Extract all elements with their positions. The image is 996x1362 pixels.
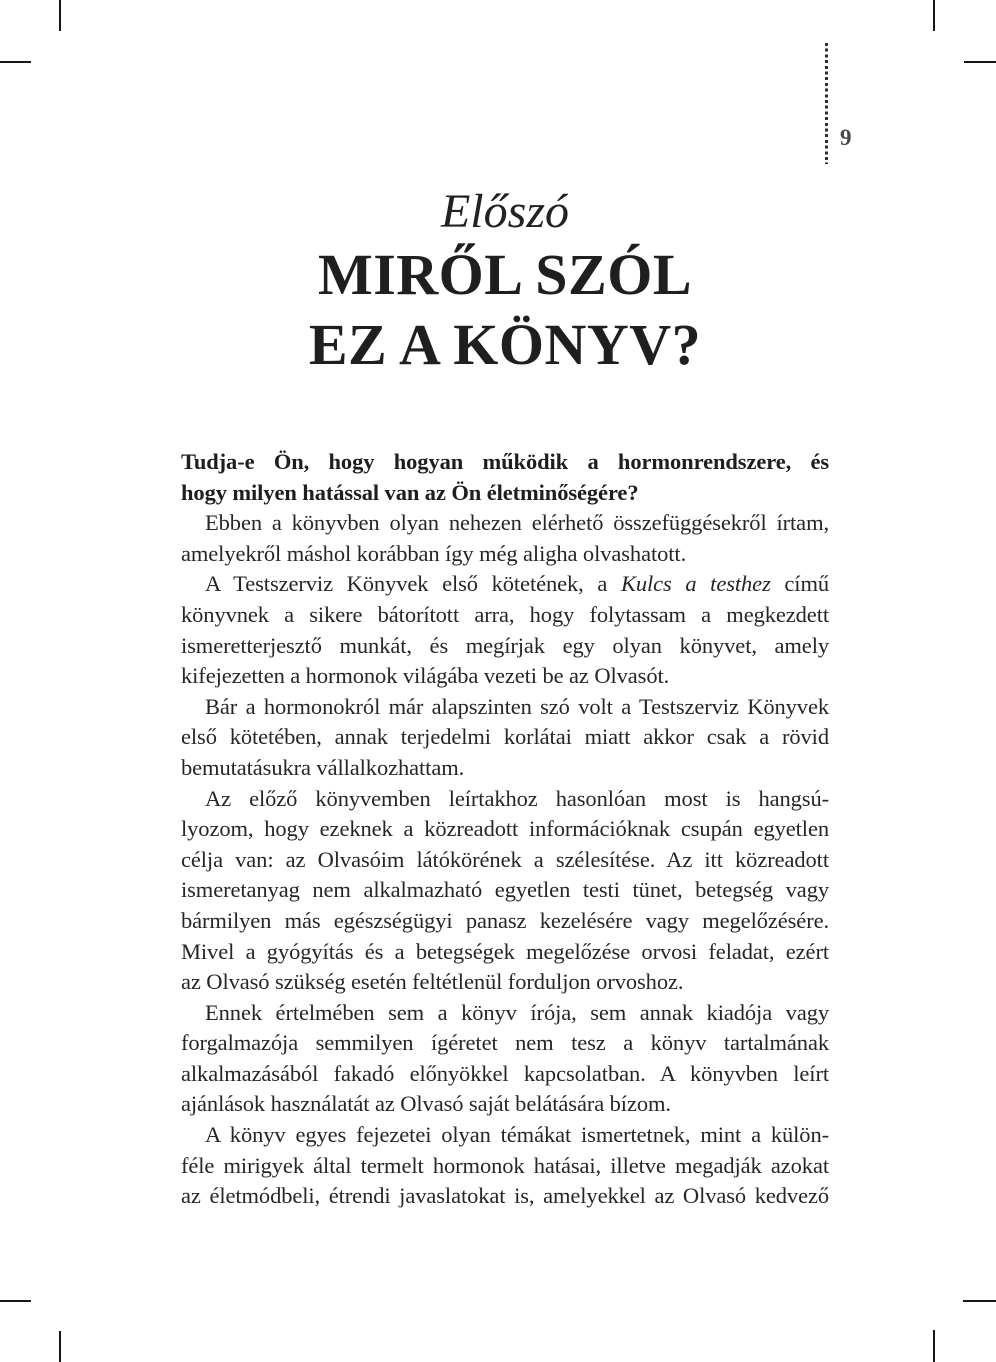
crop-mark-bottom-right-horizontal xyxy=(963,1300,996,1302)
text-line: Ennek értelmében sem a könyv írója, sem annak kiadója vagy xyxy=(205,999,829,1025)
text-line: az életmódbeli, étrendi javaslatokat is, amelyekkel az Olvasó kedvező xyxy=(181,1183,829,1209)
paragraph xyxy=(181,1120,829,1212)
paragraph xyxy=(181,508,829,569)
text-line: ismeretanyag nem alkalmazható egyetlen testi tünet, betegség vagy xyxy=(181,877,829,903)
crop-mark-top-right-horizontal xyxy=(964,61,996,63)
text-line: féle mirigyek által termelt hormonok hatásai, illetve megadják azokat xyxy=(181,1152,829,1178)
text-line: bemutatásukra vállalkozhattam. xyxy=(181,754,465,780)
text-line: Az előző könyvemben leírtakhoz hasonlóan most is hangsú- xyxy=(205,785,829,811)
text-line: ajánlások használatát az Olvasó saját belátására bízom. xyxy=(181,1091,671,1117)
crop-mark-bottom-left-vertical xyxy=(59,1331,61,1362)
text-line: kifejezetten a hormonok világába vezeti be az Olvasót. xyxy=(181,663,670,689)
text-line: célja van: az Olvasóim látókörének a szélesítése. Az itt közreadott xyxy=(181,846,829,872)
text-line: lyozom, hogy ezeknek a közreadott információknak csupán egyetlen xyxy=(181,816,829,842)
text-line: forgalmazója semmilyen ígéretet nem tesz a könyv tartalmának xyxy=(181,1030,829,1056)
text-line: Mivel a gyógyítás és a betegségek megelőzése orvosi feladat, ezért xyxy=(181,938,829,964)
paragraph xyxy=(181,447,829,508)
text-line: könyvnek a sikere bátorított arra, hogy folytassam a megkezdett xyxy=(181,601,829,627)
text-line: hogy milyen hatással van az Ön életminőségére? xyxy=(181,479,639,505)
crop-mark-bottom-left-horizontal xyxy=(0,1300,31,1302)
crop-mark-top-left-vertical xyxy=(59,0,61,31)
text-line: Ebben a könyvben olyan nehezen elérhető összefüggésekről írtam, xyxy=(205,510,829,536)
text-line: alkalmazásából fakadó előnyökkel kapcsolatban. A könyvben leírt xyxy=(181,1060,829,1086)
text-line: az Olvasó szükség esetén feltétlenül forduljon orvoshoz. xyxy=(181,969,684,995)
text-line: Tudja-e Ön, hogy hogyan működik a hormonrendszere, és xyxy=(181,449,829,474)
crop-mark-bottom-right-vertical xyxy=(933,1330,935,1362)
text-line: A Testszerviz Könyvek első kötetének, a Kulcs a testhez című xyxy=(205,571,829,597)
paragraph xyxy=(181,784,829,998)
page-number: 9 xyxy=(840,125,852,150)
text-line: bármilyen más egészségügyi panasz kezelésére vagy megelőzésére. xyxy=(181,907,829,933)
chapter-title-line: EZ A KÖNYV? xyxy=(308,312,702,377)
body-text xyxy=(181,447,829,1212)
text-line: első kötetében, annak terjedelmi korlátai miatt akkor csak a rövid xyxy=(181,724,829,750)
paragraph xyxy=(181,569,829,691)
text-line: A könyv egyes fejezetei olyan témákat ismertetnek, mint a külön- xyxy=(205,1122,829,1148)
text-line: amelyekről máshol korábban így még aligha olvashatott. xyxy=(181,540,687,566)
dotted-rule xyxy=(825,43,828,164)
text-line: Bár a hormonokról már alapszinten szó volt a Testszerviz Könyvek xyxy=(205,693,829,719)
chapter-title xyxy=(181,240,829,380)
crop-mark-top-left-horizontal xyxy=(0,61,31,63)
crop-mark-top-right-vertical xyxy=(933,0,935,31)
text-line: ismeretterjesztő munkát, és megírjak egy olyan könyvet, amely xyxy=(181,632,829,658)
chapter-kicker: Előszó xyxy=(440,185,569,238)
paragraph xyxy=(181,692,829,784)
chapter-title-line: MIRŐL SZÓL xyxy=(317,242,693,307)
paragraph xyxy=(181,998,829,1120)
